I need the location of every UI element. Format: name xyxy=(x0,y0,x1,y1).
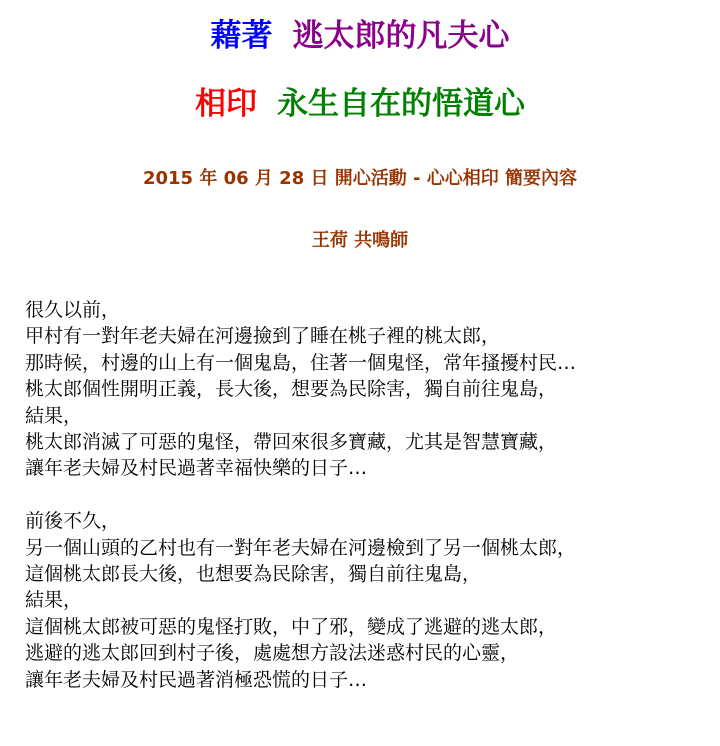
title-text-2: 永生自在的悟道心 xyxy=(277,86,525,122)
title-text-1: 逃太郎的凡夫心 xyxy=(292,18,510,54)
story-line: 桃太郎消滅了可惡的鬼怪，帶回來很多寶藏，尤其是智慧寶藏， xyxy=(25,431,558,454)
story-line: 讓年老夫婦及村民過著幸福快樂的日子… xyxy=(25,457,368,480)
story-line: 另一個山頭的乙村也有一對年老夫婦在河邊檢到了另一個桃太郎， xyxy=(25,536,577,559)
event-date-line: 2015 年 06 月 28 日 開心活動 - 心心相印 簡要內容 xyxy=(142,168,578,189)
story-line: 很久以前， xyxy=(25,299,121,321)
story-line: 前後不久， xyxy=(25,510,121,533)
story-line: 這個桃太郎長大後，也想要為民除害，獨自前往鬼島， xyxy=(25,563,482,586)
story-line: 桃太郎個性開明正義，長大後，想要為民除害，獨自前往鬼島， xyxy=(25,378,558,401)
title-line-2 xyxy=(0,84,720,124)
story-line: 那時候，村邊的山上有一個鬼島，住著一個鬼怪，常年搔擾村民… xyxy=(25,351,577,374)
story-paragraph-2 xyxy=(25,508,715,693)
story-line: 這個桃太郎被可惡的鬼怪打敗，中了邪，變成了逃避的逃太郎， xyxy=(25,615,558,638)
story-line: 逃避的逃太郎回到村子後，處處想方設法迷惑村民的心靈， xyxy=(25,642,520,665)
title-label-2: 相印 xyxy=(195,86,257,122)
story-line: 讓年老夫婦及村民過著消極恐慌的日子… xyxy=(25,668,368,691)
author-line: 王荷 共鳴師 xyxy=(311,230,409,251)
story-body xyxy=(25,297,715,693)
story-line: 甲村有一對年老夫婦在河邊撿到了睡在桃子裡的桃太郎， xyxy=(25,325,501,348)
story-line: 結果， xyxy=(25,589,83,612)
story-line: 結果， xyxy=(25,404,83,427)
title-line-1 xyxy=(0,16,720,56)
story-paragraph-1 xyxy=(25,297,715,482)
title-label-1: 藉著 xyxy=(210,18,273,54)
